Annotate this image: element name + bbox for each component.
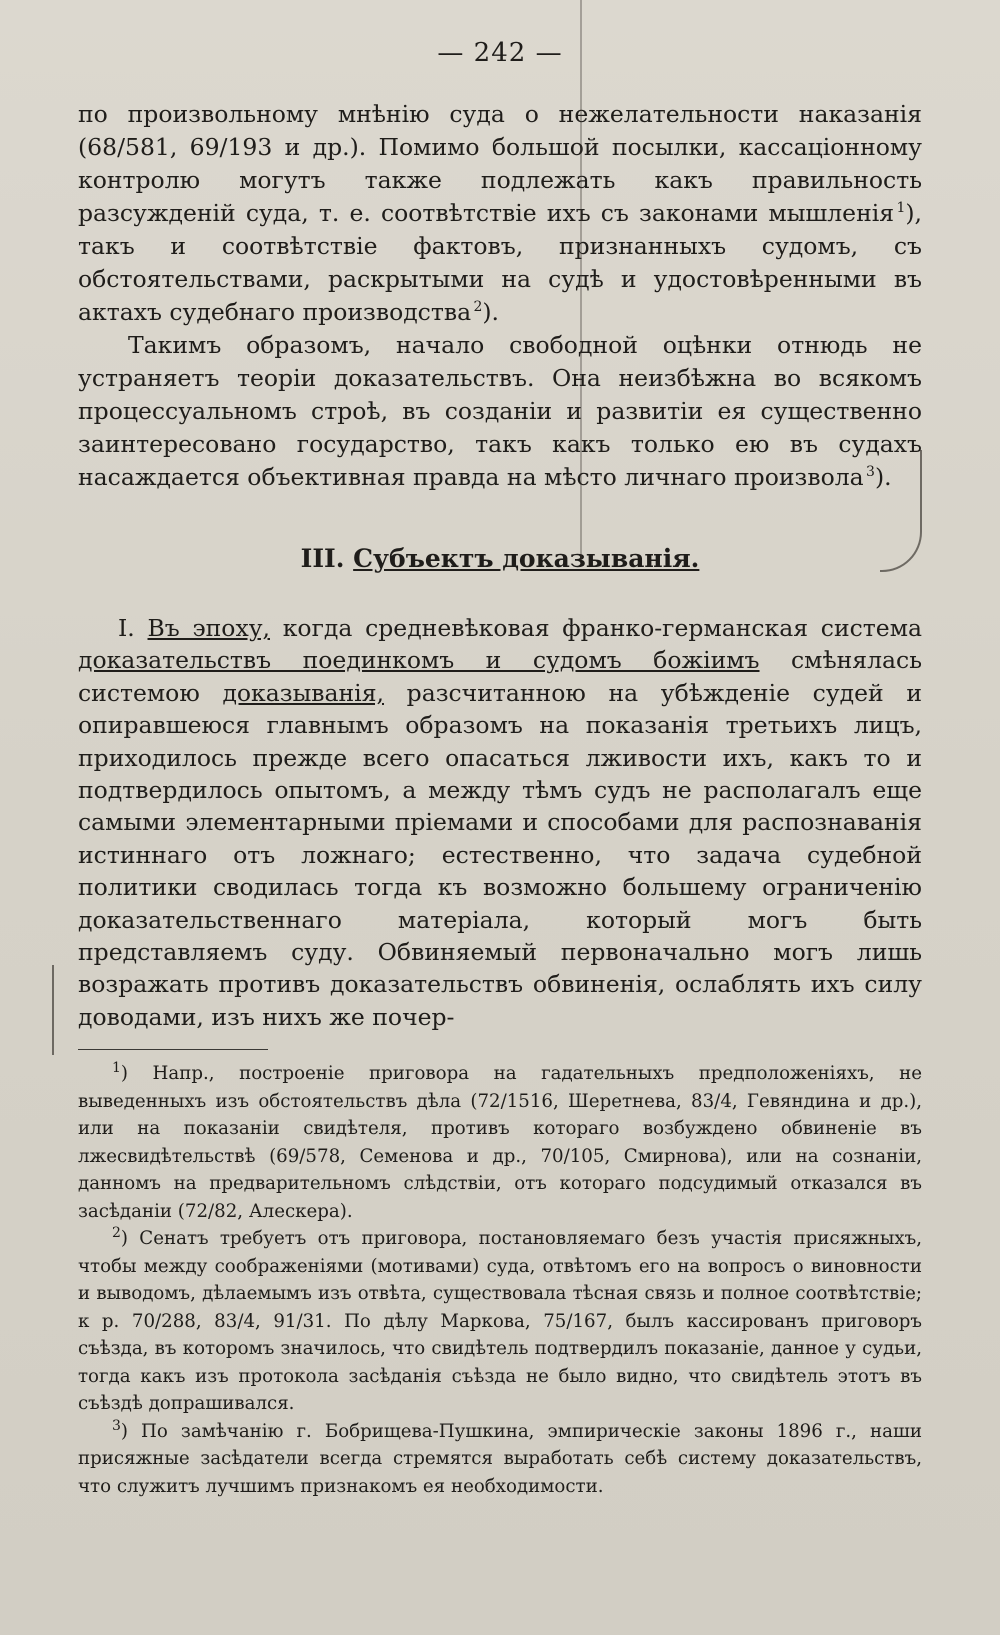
- section-heading: [78, 542, 922, 576]
- footnote-divider: [78, 1049, 268, 1050]
- footnote-ref-2[interactable]: 2: [473, 299, 483, 316]
- paragraph: [78, 329, 922, 494]
- footnote-mark: 3: [112, 1417, 121, 1434]
- paragraph-continued: [78, 98, 922, 329]
- footnote: [78, 1418, 922, 1501]
- page-number: — 242 —: [437, 38, 563, 68]
- section-body: [78, 612, 922, 1033]
- footnote-ref-3[interactable]: 3: [866, 464, 875, 481]
- paragraph-text: когда средневѣковая франко-германская система: [270, 614, 922, 642]
- section-number: III.: [300, 544, 345, 573]
- footnotes: [78, 1060, 922, 1500]
- underlined-text: Въ эпоху,: [147, 614, 270, 642]
- pencil-mark-vertical: [580, 0, 582, 560]
- paragraph: [78, 612, 922, 1033]
- paragraph-text: разсчитанною на убѣжденіе судей и опиравшеюся главнымъ образомъ на показанія третьихъ лицъ, приходилось прежде всего опасаться лживости ихъ, какъ то и подтвердилось опытомъ, а между тѣмъ судъ не располагалъ еще самыми элементарными пріемами и способами для распознаванія истиннаго отъ ложнаго; естественно, что задача судебной политики сводилась тогда къ возможно большему ограниченію доказательственнаго матеріала, который могъ быть представляемъ суду. Обвиняемый первоначально могъ лишь возражать противъ доказательствъ обвиненія, ослаблять ихъ силу доводами, изъ нихъ же почер-: [78, 678, 923, 1031]
- footnote-mark: 1: [112, 1060, 121, 1077]
- section-title: Субъектъ доказыванія.: [353, 544, 700, 573]
- footnote-ref-1[interactable]: 1: [896, 200, 906, 217]
- paragraph-marker: I.: [118, 614, 135, 642]
- paragraph-text: ).: [482, 298, 499, 326]
- paragraph-text: Такимъ образомъ, начало свободной оцѣнки отнюдь не устраняетъ теоріи доказательствъ. Она неизбѣжна во всякомъ процессуальномъ строѣ, въ созданіи и развитіи ея существенно заинтересовано государство, такъ какъ только ею въ судахъ насаждается объективная правда на мѣсто личнаго произвола: [78, 331, 922, 491]
- main-text-top: [78, 98, 922, 494]
- paragraph-text: ).: [874, 463, 892, 491]
- footnote: [78, 1060, 922, 1225]
- pencil-margin-mark: [52, 965, 54, 1055]
- footnote-mark: 2: [112, 1225, 121, 1242]
- footnote: [78, 1225, 922, 1418]
- footnote-text: ) По замѣчанію г. Бобрищева-Пушкина, эмпирическіе законы 1896 г., наши присяжные засѣдатели всегда стремятся выработать себѣ систему доказательствъ, что служитъ лучшимъ признакомъ ея необходимости.: [78, 1420, 922, 1497]
- underlined-text: доказательствъ поединкомъ и судомъ божіимъ: [78, 646, 760, 675]
- footnote-text: ) Сенатъ требуетъ отъ приговора, постановляемаго безъ участія присяжныхъ, чтобы между соображеніями (мотивами) суда, отвѣтомъ его на вопросъ о виновности и выводомъ, дѣлаемымъ изъ отвѣта, существовала тѣсная связь и полное соотвѣтствіе; к р. 70/288, 83/4, 91/31. По дѣлу Маркова, 75/167, былъ кассированъ приговоръ съѣзда, въ которомъ значилось, что свидѣтель подтвердилъ показаніе, данное у судьи, тогда какъ изъ протокола засѣданія съѣзда не было видно, что свидѣтель этотъ въ съѣздѣ допрашивался.: [78, 1228, 922, 1415]
- paragraph-text: ), такъ и соотвѣтствіе фактовъ, признанныхъ судомъ, съ обстоятельствами, раскрытыми на судѣ и удостовѣренными въ актахъ судебнаго производства: [78, 199, 922, 326]
- underlined-text: доказыванія,: [222, 678, 384, 707]
- paragraph-text: по произвольному мнѣнію суда о нежелательности наказанія (68/581, 69/193 и др.). Помимо большой посылки, кассаціонному контролю могутъ также подлежать какъ правильность разсужденій суда, т. е. соотвѣтствіе ихъ съ законами мышленія: [78, 100, 922, 227]
- footnote-text: ) Напр., построеніе приговора на гадательныхъ предположеніяхъ, не выведенныхъ изъ обстоятельствъ дѣла (72/1516, Шеретнева, 83/4, Гевяндина и др.), или на показаніи свидѣтеля, противъ котораго возбуждено обвиненіе въ лжесвидѣтельствѣ (69/578, Семенова и др., 70/105, Смирнова), или на сознаніи, данномъ на предварительномъ слѣдствіи, отъ котораго подсудимый отказался въ засѣданіи (72/82, Алескера).: [78, 1063, 922, 1222]
- paragraph-text: смѣнялась системою: [78, 646, 923, 707]
